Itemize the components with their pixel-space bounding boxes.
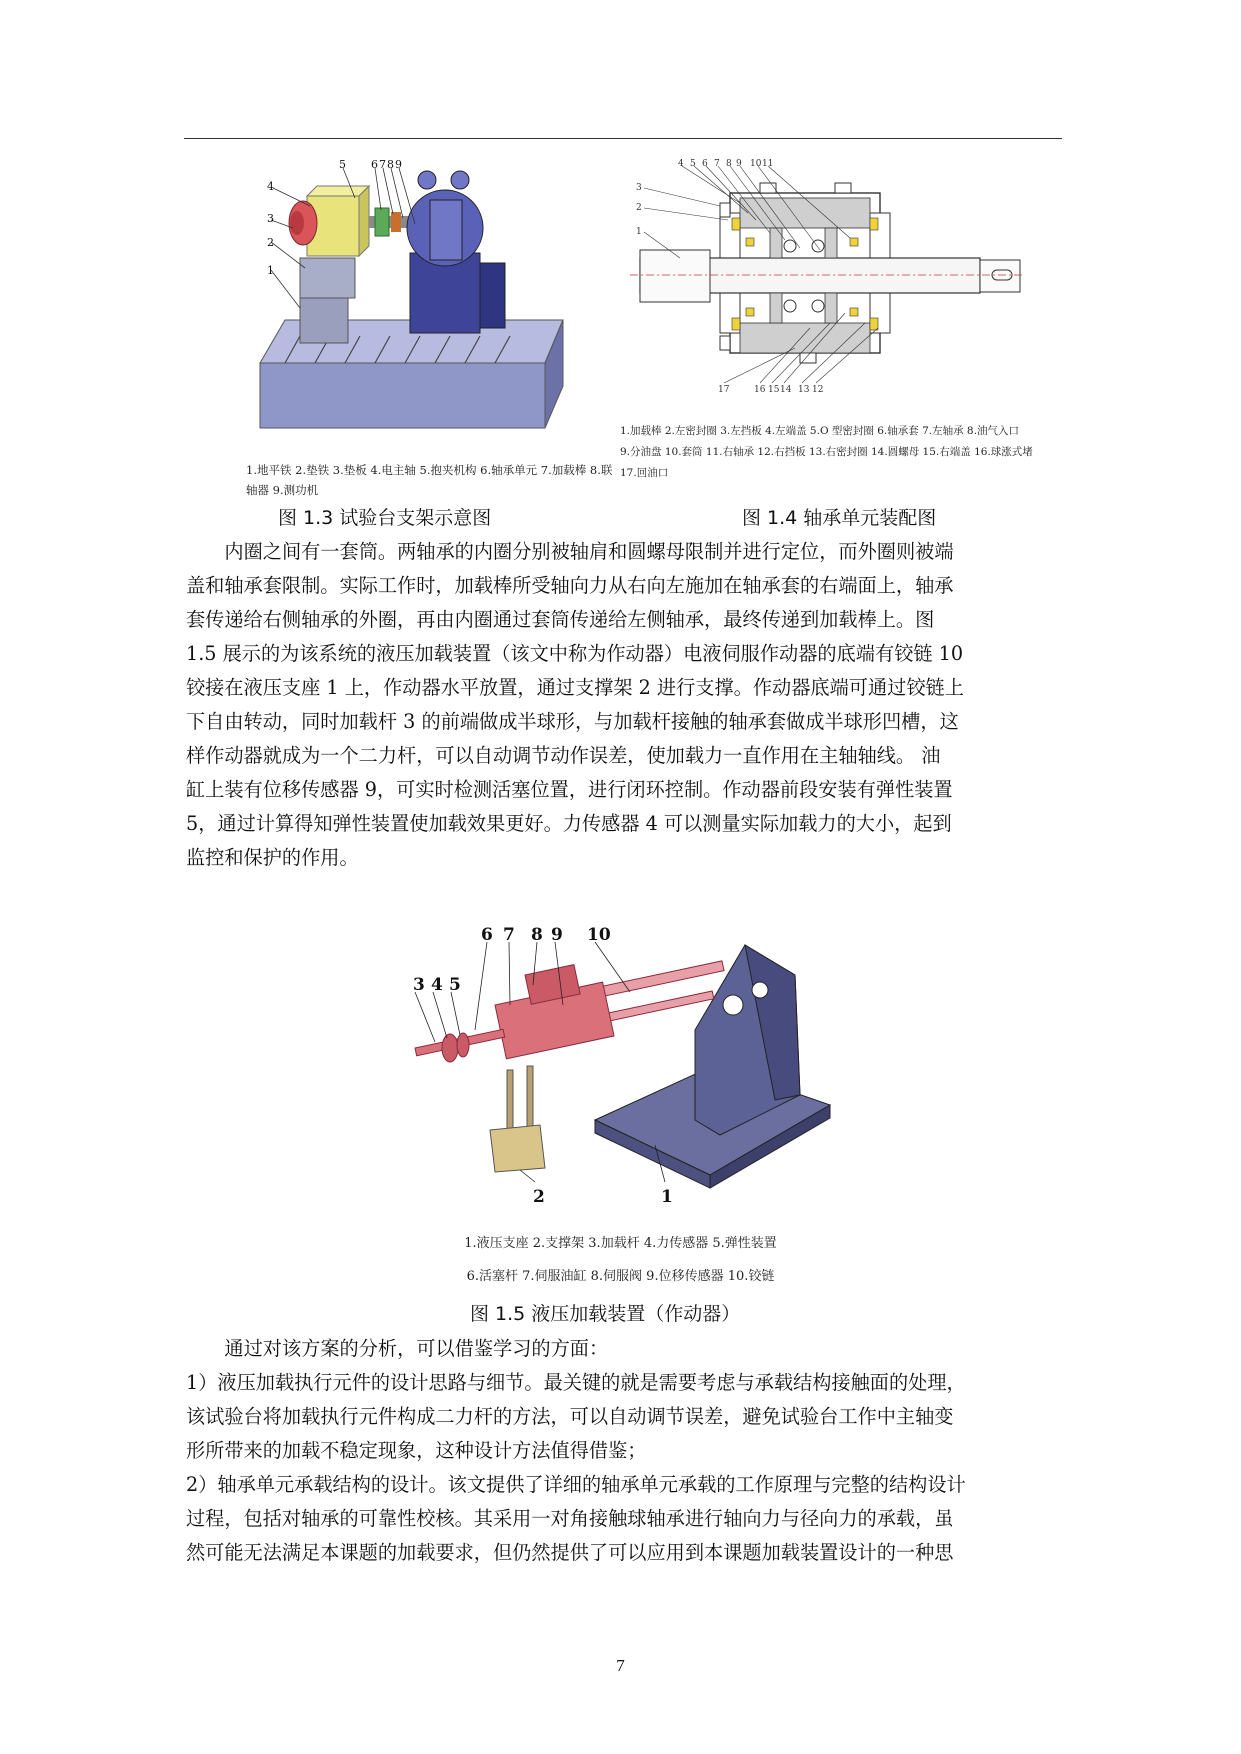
fig15-num-10: 10 — [587, 925, 611, 945]
figure-1-3 — [245, 158, 605, 486]
para2-line2: 该试验台将加载执行元件构成二力杆的方法，可以自动调节误差，避免试验台工作中主轴变 — [186, 1405, 954, 1428]
fig15-legend-line1: 1.液压支座 2.支撑架 3.加载杆 4.力传感器 5.弹性装置 — [464, 1236, 777, 1251]
fig15-caption: 图 1.5 液压加载装置（作动器） — [470, 1303, 741, 1325]
fig14-top-7: 7 — [714, 159, 720, 169]
para1-line9: 5，通过计算得知弹性装置使加载效果更好。力传感器 4 可以测量实际加载力的大小，起到 — [186, 812, 952, 835]
fig13-num-8: 8 — [387, 158, 394, 171]
fig14-bottom-16: 16 — [754, 385, 766, 395]
para1-line2: 盖和轴承套限制。实际工作时，加载棒所受轴向力从右向左施加在轴承套的右端面上，轴承 — [186, 574, 954, 597]
fig13-num-9: 9 — [395, 158, 402, 171]
para2-line5: 过程，包括对轴承的可靠性校核。其采用一对角接触球轴承进行轴向力与径向力的承载，虽 — [186, 1507, 954, 1530]
fig15-num-6: 6 — [481, 925, 493, 945]
header-rule — [184, 138, 1062, 139]
test-bench-drawing — [245, 158, 605, 486]
fig14-bottom-13: 13 — [798, 385, 810, 395]
fig14-bottom-14: 14 — [780, 385, 792, 395]
paragraph-1 — [186, 535, 1060, 875]
para1-line4: 1.5 展示的为该系统的液压加载装置（该文中称为作动器）电液伺服作动器的底端有铰链 10 — [186, 642, 964, 665]
hydraulic-actuator-drawing — [415, 920, 835, 1230]
fig14-top-9: 9 — [736, 159, 742, 169]
fig15-num-5: 5 — [449, 975, 461, 995]
fig14-top-6: 6 — [702, 159, 708, 169]
fig14-legend-line2: 9.分油盘 10.套筒 11.右轴承 12.右挡板 13.右密封圈 14.圆螺母 15.右端盖 16.球涨式堵 — [620, 446, 1033, 458]
para1-line7: 样作动器就成为一个二力杆，可以自动调节动作误差，使加载力一直作用在主轴轴线。 油 — [186, 744, 941, 767]
figure-1-4 — [620, 158, 1030, 398]
fig13-num-5: 5 — [339, 158, 346, 171]
para2-line1: 1）液压加载执行元件的设计思路与细节。最关键的就是需要考虑与承载结构接触面的处理， — [186, 1371, 966, 1394]
para1-line1: 内圈之间有一套筒。两轴承的内圈分别被轴肩和圆螺母限制并进行定位，而外圈则被端 — [224, 540, 954, 563]
page-number: 7 — [616, 1656, 625, 1675]
fig13-num-6: 6 — [371, 158, 378, 171]
fig14-legend — [620, 421, 1040, 484]
figure-1-5 — [415, 920, 835, 1230]
fig14-bottom-17: 17 — [718, 385, 730, 395]
fig15-num-2: 2 — [533, 1187, 545, 1207]
para2-line3: 形所带来的加载不稳定现象，这种设计方法值得借鉴； — [186, 1439, 647, 1462]
para2-intro: 通过对该方案的分析，可以借鉴学习的方面： — [224, 1337, 609, 1360]
fig15-num-4: 4 — [431, 975, 443, 995]
fig14-caption: 图 1.4 轴承单元装配图 — [742, 507, 937, 529]
fig14-top-8: 8 — [726, 159, 732, 169]
fig13-legend: 1.地平铁 2.垫铁 3.垫板 4.电主轴 5.抱夹机构 6.轴承单元 7.加载棒 8.联轴器 9.测功机 — [246, 463, 613, 497]
fig14-top-11: 11 — [762, 159, 774, 169]
fig14-left-3: 3 — [636, 183, 642, 193]
fig13-num-2: 2 — [267, 236, 274, 249]
fig14-left-1: 1 — [636, 227, 642, 237]
fig14-bottom-15: 15 — [768, 385, 780, 395]
fig15-num-8: 8 — [531, 925, 543, 945]
paragraph-2 — [186, 1332, 1060, 1570]
para1-line10: 监控和保护的作用。 — [186, 846, 359, 869]
para2-line4: 2）轴承单元承载结构的设计。该文提供了详细的轴承单元承载的工作原理与完整的结构设计 — [186, 1473, 966, 1496]
fig14-legend-line1: 1.加载棒 2.左密封圈 3.左挡板 4.左端盖 5.O 型密封圈 6.轴承套 7.左轴承 8.油气入口 — [620, 425, 1019, 437]
fig13-num-3: 3 — [267, 212, 274, 225]
para1-line8: 缸上装有位移传感器 9，可实时检测活塞位置，进行闭环控制。作动器前段安装有弹性装置 — [186, 778, 953, 801]
para1-line6: 下自由转动，同时加载杆 3 的前端做成半球形，与加载杆接触的轴承套做成半球形凹槽，这 — [186, 710, 959, 733]
fig15-num-7: 7 — [503, 925, 515, 945]
fig14-top-10: 10 — [750, 159, 762, 169]
fig15-num-1: 1 — [661, 1187, 673, 1207]
fig13-num-7: 7 — [379, 158, 386, 171]
para2-line6: 然可能无法满足本课题的加载要求，但仍然提供了可以应用到本课题加载装置设计的一种思 — [186, 1541, 954, 1564]
bearing-unit-drawing — [620, 158, 1030, 398]
fig14-left-2: 2 — [636, 203, 642, 213]
para1-line5: 铰接在液压支座 1 上，作动器水平放置，通过支撑架 2 进行支撑。作动器底端可通过铰链上 — [186, 676, 964, 699]
fig15-num-3: 3 — [413, 975, 425, 995]
fig13-caption: 图 1.3 试验台支架示意图 — [278, 507, 492, 529]
fig15-num-9: 9 — [551, 925, 563, 945]
fig13-num-4: 4 — [267, 180, 274, 193]
fig14-top-4: 4 — [678, 159, 684, 169]
fig14-legend-line3: 17.回油口 — [620, 467, 669, 479]
fig14-top-5: 5 — [690, 159, 696, 169]
fig13-num-1: 1 — [267, 264, 274, 277]
fig14-bottom-12: 12 — [812, 385, 824, 395]
para1-line3: 套传递给右侧轴承的外圈，再由内圈通过套筒传递给左侧轴承，最终传递到加载棒上。图 — [186, 608, 935, 631]
fig15-legend-line2: 6.活塞杆 7.伺服油缸 8.伺服阀 9.位移传感器 10.铰链 — [466, 1269, 775, 1284]
